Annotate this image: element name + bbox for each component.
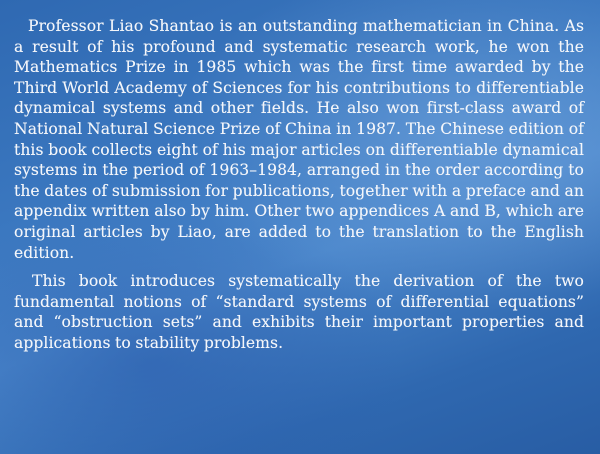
back-cover-text bbox=[14, 16, 584, 354]
book-summary-paragraph: This book introduces systematically the derivation of the two fundamental notions of “standard systems of differential equations” and “obstruction sets” and exhibits their important properties and applications to stability problems. bbox=[14, 272, 584, 352]
author-bio-paragraph: Professor Liao Shantao is an outstanding mathematician in China. As a result of his profound and systematic research work, he won the Mathematics Prize in 1985 which was the first time awarded by the Third World Academy of Sciences for his contributions to differentiable dynamical systems and other fields. He also won first-class award of National Natural Science Prize of China in 1987. The Chinese edition of this book collects eight of his major articles on differentiable dynamical systems in the period of 1963–1984, arranged in the order according to the dates of submission for publications, together with a preface and an appendix written also by him. Other two appendices A and B, which are original articles by Liao, are added to the translation to the English edition. bbox=[14, 17, 584, 262]
